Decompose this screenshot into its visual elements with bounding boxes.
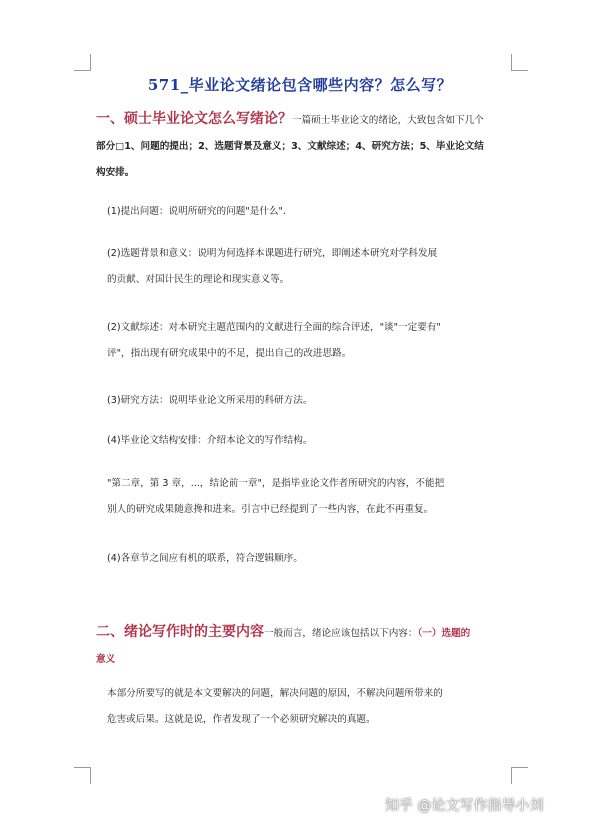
page-corner-mark (74, 54, 91, 71)
section2-subheading: （一）选题的 (417, 628, 471, 639)
page-corner-mark (511, 54, 528, 71)
document-title: 571_毕业论文绪论包含哪些内容？怎么写？ (147, 76, 453, 94)
section2-intro-text: 一般而言，绪论应该包括以下内容： (264, 628, 418, 639)
paragraph: (4)各章节之间应有机的联系，符合逻辑顺序。 (107, 553, 303, 564)
section1-heading: 一、硕士毕业论文怎么写绪论？ (96, 111, 292, 127)
watermark: 知乎 @论文写作指导小刘 (385, 798, 544, 814)
paragraph: (4)毕业论文结构安排：介绍本论文的写作结构。 (107, 435, 313, 446)
paragraph: (2)选题背景和意义：说明为何选择本课题进行研究，即阐述本研究对学科发展 的贡献、对国计民生的理论和现实意义等。 (107, 248, 438, 285)
page-corner-mark (511, 767, 528, 784)
section2-intro (96, 619, 516, 673)
paragraph: (2)文献综述：对本研究主题范围内的文献进行全面的综合评述，"谈"一定要有" 评"，指出现有研究成果中的不足，提出自己的改进思路。 (107, 322, 441, 359)
paragraph: "第二章，第 3 章，...，结论前一章"，是指毕业论文作者所研究的内容，不能把 别人的研究成果随意搀和进来。引言中已经提到了一些内容，在此不再重复。 (107, 478, 445, 515)
section1-intro (96, 106, 516, 186)
paragraph: (1)提出问题：说明所研究的问题"是什么". (107, 206, 286, 217)
section2-heading: 二、绪论写作时的主要内容 (96, 624, 264, 640)
section1-intro-list-end: 构安排。 (96, 167, 135, 178)
paragraph: 本部分所要写的就是本文要解决的问题，解决问题的原因，不解决问题所带来的 危害或后果。这就是说，作者发现了一个必须研究解决的真题。 (107, 688, 443, 725)
section2-subheading-end: 意义 (96, 654, 116, 665)
section1-intro-list: 部分□1、问题的提出；2、选题背景及意义；3、文献综述；4、研究方法；5、毕业论文结 (96, 141, 484, 152)
page-corner-mark (74, 767, 91, 784)
paragraph: (3)研究方法：说明毕业论文所采用的科研方法。 (107, 395, 313, 406)
section1-intro-text: 一篇硕士毕业论文的绪论，大致包含如下几个 (292, 115, 484, 126)
